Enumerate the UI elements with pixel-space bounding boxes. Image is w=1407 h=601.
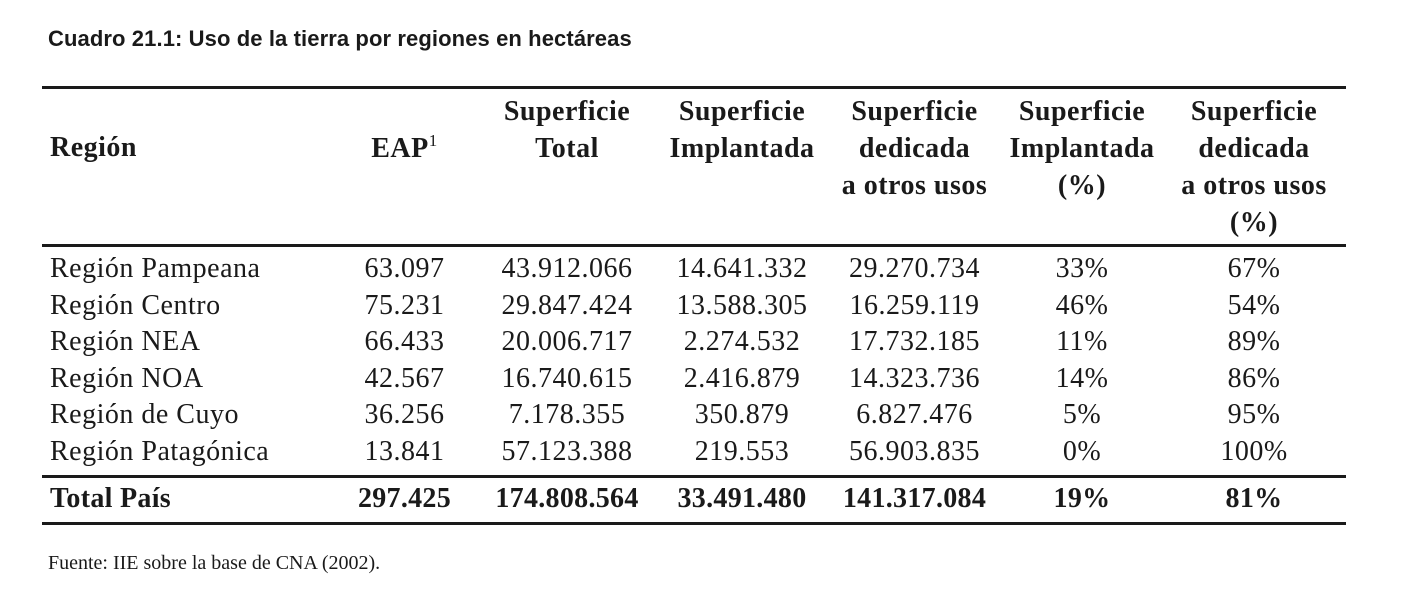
header-line: (%) bbox=[1057, 170, 1107, 201]
footnote-marker: 1 bbox=[428, 131, 438, 150]
cell-pct-otros: 100% bbox=[1220, 435, 1288, 467]
header-line: dedicada bbox=[1198, 133, 1310, 164]
cell-superficie-otros: 6.827.476 bbox=[856, 399, 973, 430]
cell-pct-implantada: 46% bbox=[1055, 289, 1109, 321]
cell-superficie-implantada: 14.641.332 bbox=[676, 253, 808, 284]
cell-superficie-total: 29.847.424 bbox=[501, 289, 633, 321]
header-line: Superficie bbox=[1018, 96, 1146, 127]
header-line: Superficie bbox=[678, 96, 806, 127]
cell-superficie-otros: 16.259.119 bbox=[849, 289, 980, 321]
cell-superficie-total: 7.178.355 bbox=[508, 399, 626, 430]
cell-superficie-otros: 17.732.185 bbox=[849, 326, 980, 357]
header-line: Total bbox=[535, 133, 599, 164]
header-superficie-total bbox=[477, 88, 657, 246]
cell-eap: 66.433 bbox=[364, 326, 445, 357]
total-superficie-total: 174.808.564 bbox=[495, 483, 639, 514]
header-pct-implantada bbox=[1002, 88, 1162, 246]
cell-region: Región Pampeana bbox=[50, 253, 261, 284]
header-line: a otros usos bbox=[841, 170, 988, 201]
total-superficie-implantada: 33.491.480 bbox=[677, 483, 807, 514]
cell-region: Región Patagónica bbox=[50, 435, 270, 467]
land-use-table-container bbox=[42, 86, 1346, 525]
cell-eap: 36.256 bbox=[364, 399, 445, 430]
cell-pct-otros: 54% bbox=[1227, 289, 1281, 321]
source-note: Fuente: IIE sobre la base de CNA (2002). bbox=[48, 552, 381, 574]
header-line: Superficie bbox=[1190, 96, 1318, 127]
cell-pct-implantada: 11% bbox=[1056, 326, 1108, 357]
total-label: Total País bbox=[50, 483, 171, 514]
header-region: Región bbox=[50, 132, 137, 163]
table-row bbox=[42, 361, 1346, 398]
cell-superficie-implantada: 219.553 bbox=[694, 435, 790, 467]
cell-eap: 42.567 bbox=[364, 362, 445, 394]
header-superficie-otros-usos bbox=[827, 88, 1002, 246]
cell-pct-otros: 86% bbox=[1227, 362, 1281, 394]
cell-superficie-total: 20.006.717 bbox=[501, 326, 633, 357]
cell-region: Región Centro bbox=[50, 289, 221, 321]
cell-pct-otros: 95% bbox=[1227, 399, 1281, 430]
cell-superficie-total: 57.123.388 bbox=[501, 435, 633, 467]
table-caption: Cuadro 21.1: Uso de la tierra por regiones en hectáreas bbox=[48, 26, 632, 51]
cell-superficie-total: 43.912.066 bbox=[501, 253, 633, 284]
table-row bbox=[42, 288, 1346, 325]
header-line: Superficie bbox=[851, 96, 978, 127]
header-line: Superficie bbox=[503, 96, 631, 127]
header-line: (%) bbox=[1229, 207, 1279, 238]
cell-superficie-implantada: 2.416.879 bbox=[683, 362, 801, 394]
land-use-table bbox=[42, 86, 1346, 525]
header-line: Implantada bbox=[669, 133, 815, 164]
total-eap: 297.425 bbox=[357, 483, 452, 514]
header-eap-label: EAP bbox=[371, 133, 429, 164]
cell-superficie-otros: 14.323.736 bbox=[849, 362, 980, 394]
cell-superficie-otros: 29.270.734 bbox=[849, 253, 980, 284]
cell-pct-otros: 67% bbox=[1227, 253, 1281, 284]
header-row bbox=[42, 88, 1346, 246]
cell-region: Región NOA bbox=[50, 362, 204, 394]
header-eap bbox=[332, 88, 477, 246]
cell-superficie-implantada: 2.274.532 bbox=[683, 326, 801, 357]
total-row bbox=[42, 477, 1346, 524]
cell-eap: 13.841 bbox=[364, 435, 445, 467]
cell-region: Región de Cuyo bbox=[50, 399, 239, 430]
table-row bbox=[42, 246, 1346, 288]
total-pct-otros: 81% bbox=[1225, 483, 1283, 514]
cell-eap: 63.097 bbox=[364, 253, 445, 284]
header-pct-otros-usos bbox=[1162, 88, 1346, 246]
table-row bbox=[42, 434, 1346, 477]
header-superficie-implantada bbox=[657, 88, 827, 246]
cell-eap: 75.231 bbox=[364, 289, 445, 321]
table-row bbox=[42, 397, 1346, 434]
cell-region: Región NEA bbox=[50, 326, 201, 357]
cell-pct-implantada: 33% bbox=[1055, 253, 1109, 284]
cell-superficie-implantada: 13.588.305 bbox=[676, 289, 808, 321]
cell-pct-implantada: 14% bbox=[1055, 362, 1109, 394]
table-row bbox=[42, 324, 1346, 361]
cell-superficie-implantada: 350.879 bbox=[694, 399, 790, 430]
cell-pct-otros: 89% bbox=[1227, 326, 1281, 357]
cell-superficie-otros: 56.903.835 bbox=[849, 435, 980, 467]
header-line: a otros usos bbox=[1181, 170, 1327, 201]
cell-pct-implantada: 5% bbox=[1062, 399, 1102, 430]
cell-superficie-total: 16.740.615 bbox=[501, 362, 633, 394]
cell-pct-implantada: 0% bbox=[1062, 435, 1102, 467]
total-pct-implantada: 19% bbox=[1053, 483, 1111, 514]
total-superficie-otros: 141.317.084 bbox=[842, 483, 987, 514]
header-line: Implantada bbox=[1009, 133, 1155, 164]
header-line: dedicada bbox=[858, 133, 971, 164]
